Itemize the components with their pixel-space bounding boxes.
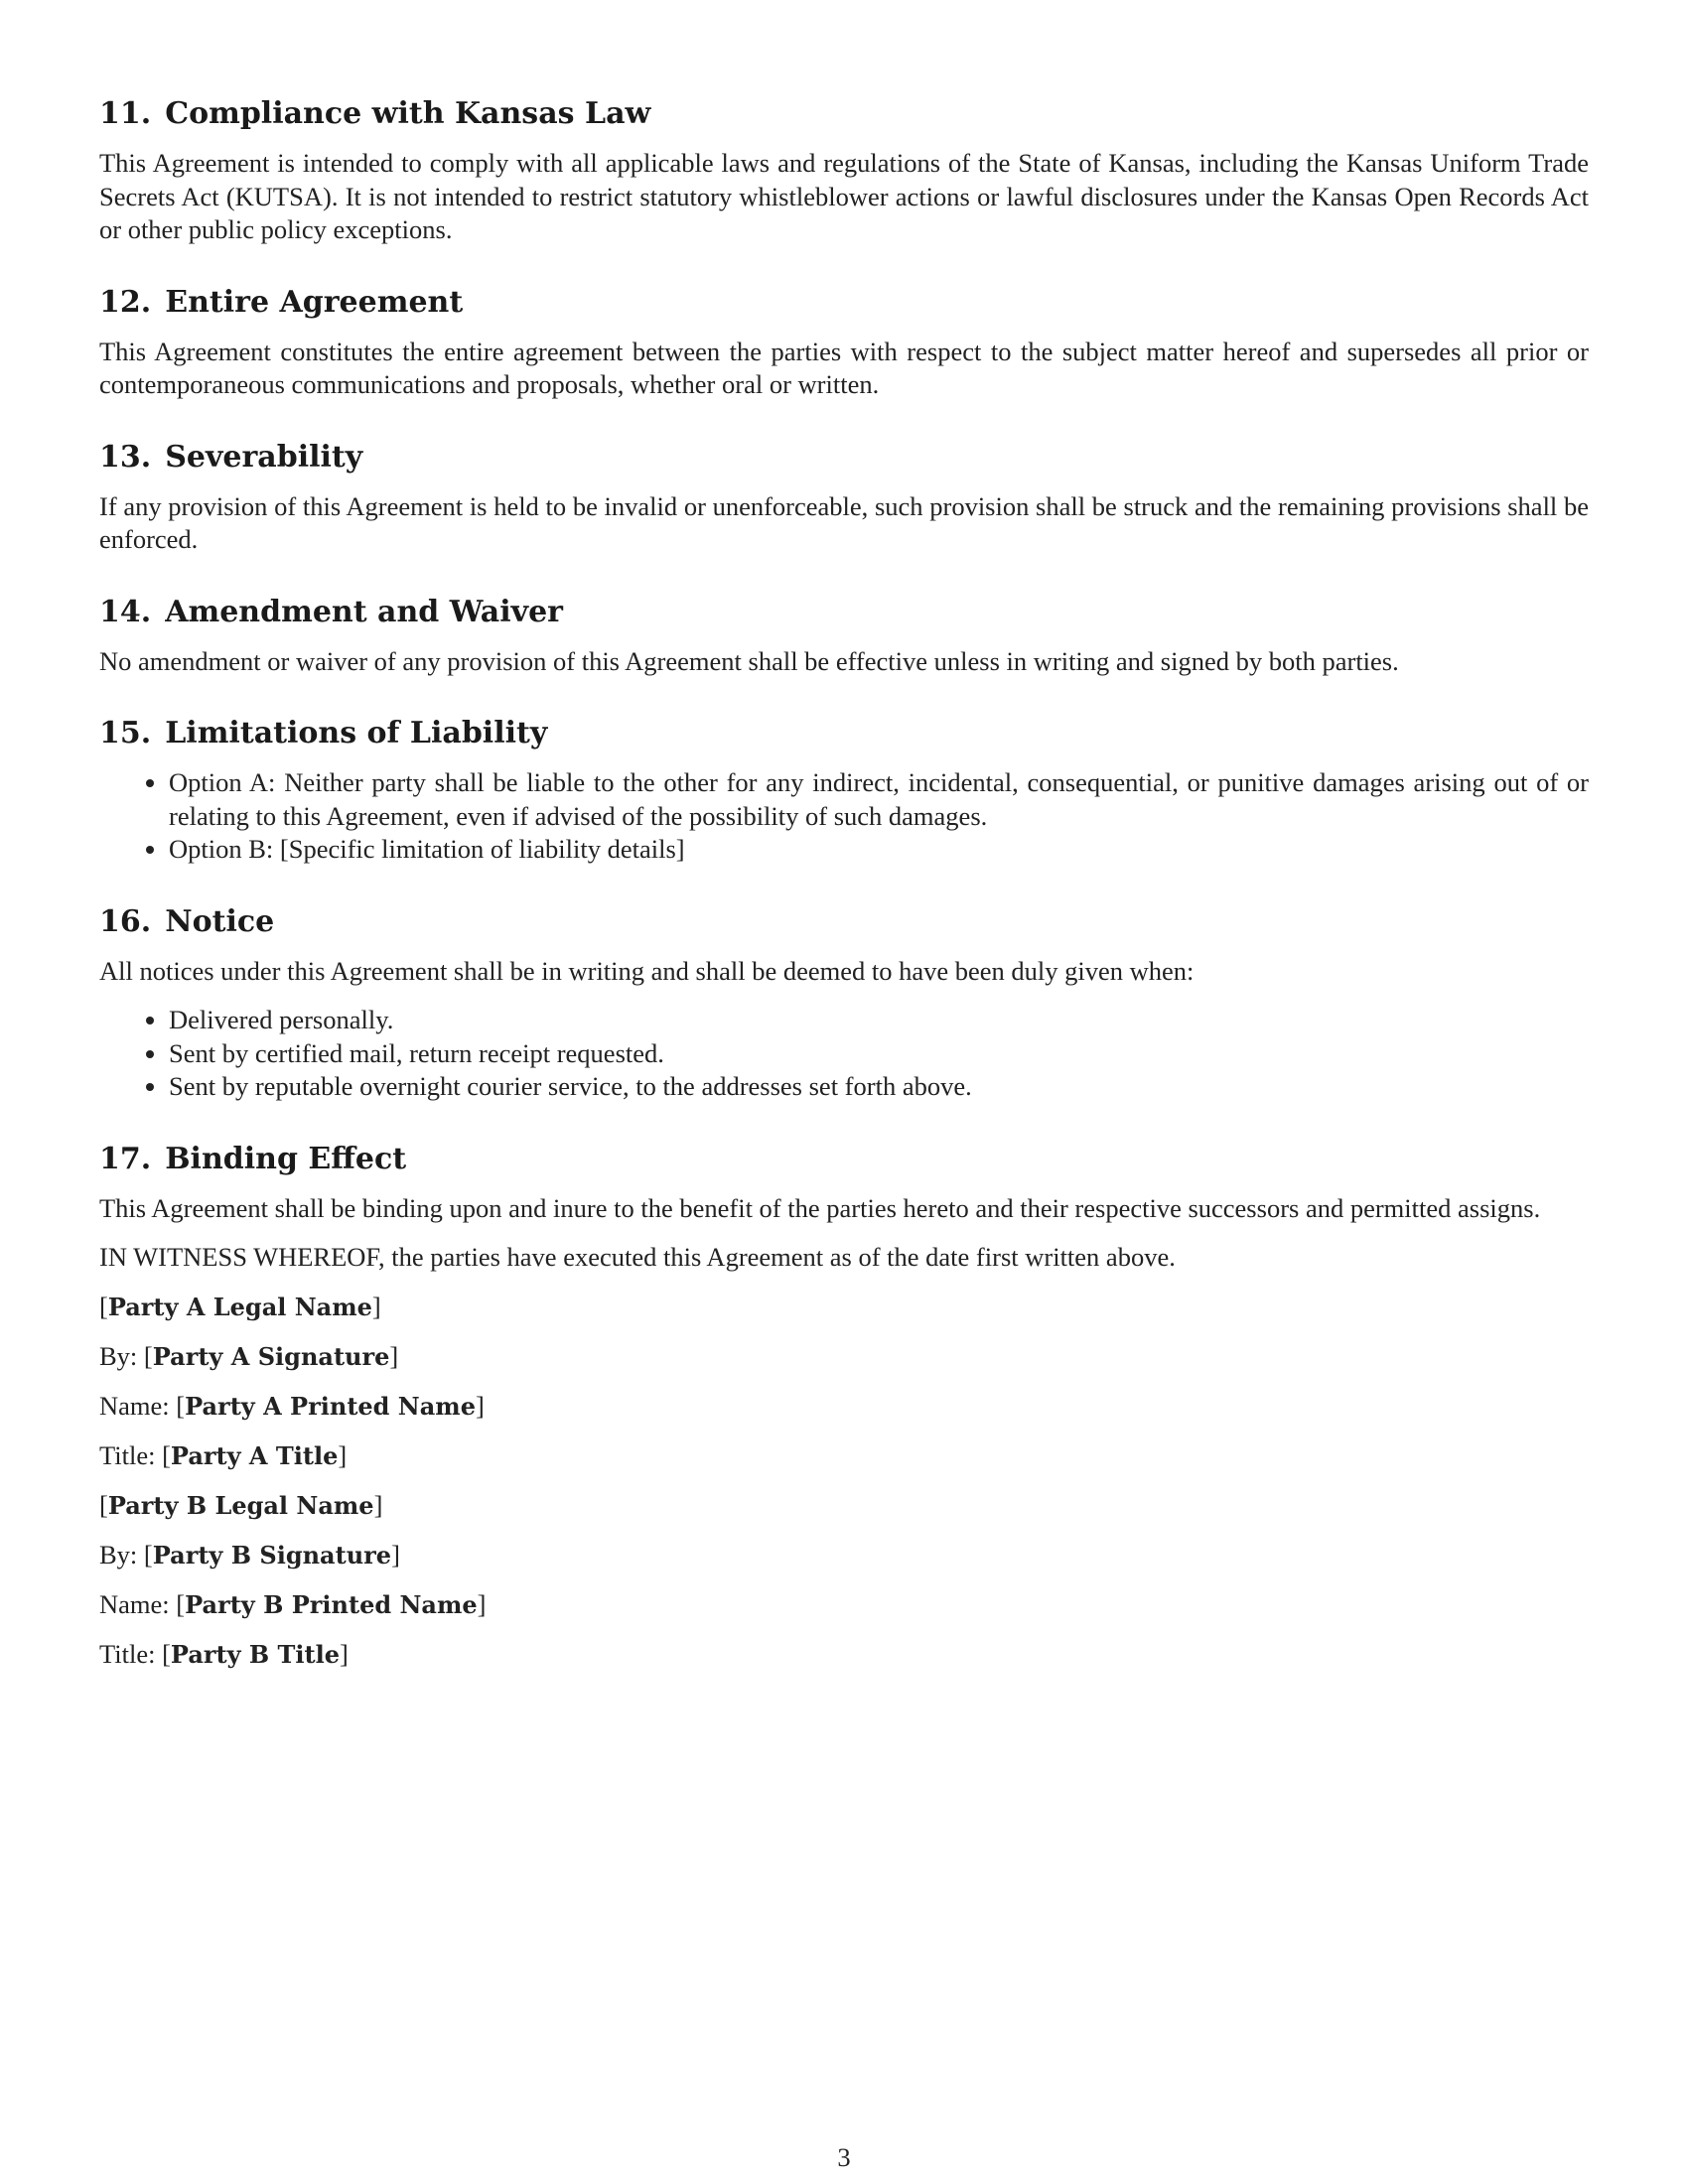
section-title: Amendment and Waiver (165, 594, 563, 629)
section-13 (99, 435, 1589, 557)
signature-block (99, 1291, 1589, 1672)
party-b-printed-name: Party B Printed Name (185, 1589, 478, 1619)
bullet-list (99, 766, 1589, 867)
section-heading (99, 280, 1589, 326)
section-number: 14. (99, 594, 152, 629)
section-12 (99, 280, 1589, 402)
party-a-legal-name-line: [Party A Legal Name] (99, 1291, 381, 1321)
party-b-signature: Party B Signature (152, 1540, 392, 1570)
list-item: • Delivered personally. (169, 1004, 1589, 1037)
section-title: Entire Agreement (165, 284, 464, 320)
party-a-printed-name: Party A Printed Name (185, 1391, 476, 1421)
section-heading (99, 1137, 1589, 1182)
party-a-signature-line: By: [Party A Signature] (99, 1340, 399, 1371)
party-a-title-line: Title: [Party A Title] (99, 1439, 348, 1470)
section-16 (99, 899, 1589, 1104)
party-b-title-line: Title: [Party B Title] (99, 1638, 349, 1669)
section-heading (99, 590, 1589, 635)
section-heading (99, 711, 1589, 756)
witness-statement: IN WITNESS WHEREOF, the parties have executed this Agreement as of the date first written above. (99, 1242, 1176, 1272)
section-number: 11. (99, 96, 152, 131)
section-heading (99, 91, 1589, 137)
party-a-title: Party A Title (170, 1440, 339, 1470)
section-14 (99, 590, 1589, 679)
party-b-title: Party B Title (170, 1639, 340, 1669)
section-heading (99, 435, 1589, 480)
list-item: • Sent by certified mail, return receipt requested. (169, 1037, 1589, 1071)
section-title: Compliance with Kansas Law (165, 96, 651, 131)
section-paragraph: If any provision of this Agreement is held to be invalid or unenforceable, such provision shall be struck and the remaining provisions shall be enforced. (99, 490, 1589, 554)
document-page (99, 91, 1589, 1688)
section-paragraph: This Agreement shall be binding upon and inure to the benefit of the parties hereto and their respective successors and permitted assigns. (99, 1192, 1541, 1223)
section-title: Limitations of Liability (165, 716, 548, 751)
party-a-name-line: Name: [Party A Printed Name] (99, 1390, 485, 1421)
party-b-legal-name-line: [Party B Legal Name] (99, 1489, 383, 1520)
section-number: 16. (99, 903, 152, 939)
party-b-legal-name: Party B Legal Name (107, 1490, 374, 1520)
section-paragraph: No amendment or waiver of any provision of this Agreement shall be effective unless in writing and signed by both parties. (99, 645, 1399, 676)
section-number: 13. (99, 439, 152, 475)
bullet-list (99, 1004, 1589, 1104)
section-17 (99, 1137, 1589, 1275)
title-label: Title: (99, 1638, 156, 1669)
by-label: By: (99, 1340, 138, 1371)
section-paragraph: All notices under this Agreement shall be in writing and shall be deemed to have been duly given when: (99, 955, 1195, 986)
party-a-legal-name: Party A Legal Name (107, 1292, 372, 1321)
title-label: Title: (99, 1439, 156, 1470)
section-title: Severability (165, 439, 363, 475)
list-item: • Option A: Neither party shall be liable to the other for any indirect, incidental, consequential, or punitive damages arising out of or relating to this Agreement, even if advised of the possibility of such damages. (169, 766, 1589, 833)
section-number: 12. (99, 284, 152, 320)
section-title: Binding Effect (165, 1141, 407, 1176)
section-paragraph: This Agreement constitutes the entire agreement between the parties with respect to the subject matter hereof and supersedes all prior or contemporaneous communications and proposals, whether oral or written. (99, 336, 1589, 399)
name-label: Name: (99, 1390, 170, 1421)
section-11 (99, 91, 1589, 247)
section-number: 17. (99, 1141, 152, 1176)
section-number: 15. (99, 716, 152, 751)
party-b-name-line: Name: [Party B Printed Name] (99, 1588, 487, 1619)
section-heading (99, 899, 1589, 945)
party-b-signature-line: By: [Party B Signature] (99, 1539, 400, 1570)
section-15 (99, 711, 1589, 867)
name-label: Name: (99, 1588, 170, 1619)
by-label: By: (99, 1539, 138, 1570)
page-number: 3 (837, 2142, 851, 2172)
list-item: • Option B: [Specific limitation of liability details] (169, 833, 1589, 867)
section-paragraph: This Agreement is intended to comply with all applicable laws and regulations of the State of Kansas, including the Kansas Uniform Trade Secrets Act (KUTSA). It is not intended to restrict statutory whistleblower actions or lawful disclosures under the Kansas Open Records Act or other public policy exceptions. (99, 148, 1589, 244)
section-title: Notice (165, 903, 275, 939)
party-a-signature: Party A Signature (152, 1341, 390, 1371)
list-item: • Sent by reputable overnight courier service, to the addresses set forth above. (169, 1070, 1589, 1104)
